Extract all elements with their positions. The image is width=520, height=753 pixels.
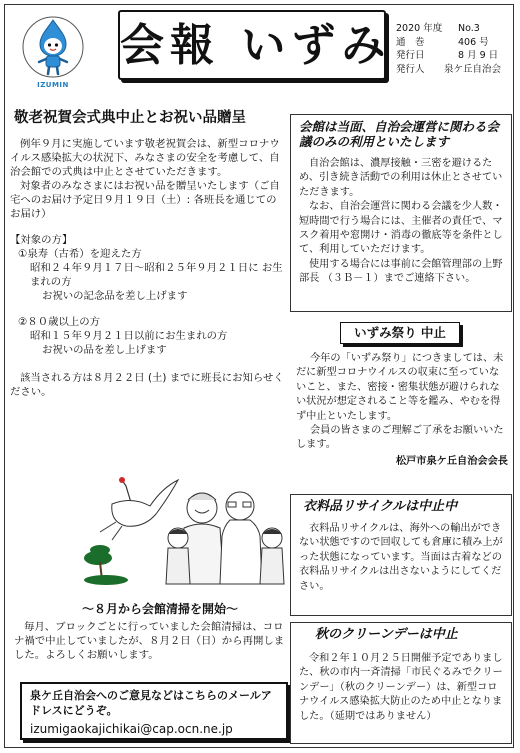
cleaning-para: 毎月、ブロックごとに行っていました会館清掃は、コロナ禍で中止していましたが、８月２日（日）から再開しました。よろしくお願いします。	[14, 621, 285, 661]
volume-label: 通 巻	[396, 36, 425, 48]
keirou-article	[10, 106, 284, 399]
crane-and-family-icon	[82, 476, 288, 588]
matsuri-signature: 松戸市泉ケ丘自治会会長	[395, 455, 508, 467]
mascot-icon	[22, 14, 84, 80]
publisher-label: 発行人	[396, 63, 425, 75]
recycle-box	[290, 494, 512, 616]
issue-number: No.3	[458, 23, 480, 34]
kaikan-box	[290, 114, 512, 312]
target1-gift: お祝いの記念品を差し上げます	[42, 290, 188, 302]
date-label: 発行日	[396, 50, 425, 61]
target2-title: ②８０歳以上の方	[18, 316, 101, 328]
target-heading: 【対象の方】	[10, 234, 73, 246]
keirou-para3: 該当される方は８月２２日 (土) までに班長にお知らせください。	[10, 372, 284, 398]
kaikan-title: 会館は当面、自治会運営に関わる会議のみの利用といたします	[299, 119, 500, 149]
recycle-title: 衣料品リサイクルは中止中	[303, 499, 458, 514]
issue-info	[396, 22, 510, 76]
newsletter-title: 会報 いずみ	[120, 20, 392, 71]
masthead	[118, 10, 392, 80]
issue-date: 8 月 9 日	[458, 50, 499, 61]
contact-box	[20, 682, 288, 740]
target1-title: ①泉寿（古希）を迎えた方	[18, 248, 142, 260]
cleaning-article	[14, 620, 286, 662]
matsuri-article	[290, 318, 512, 488]
cleaning-title: ～８月から会館清掃を開始～	[81, 602, 238, 616]
contact-text: 泉ケ丘自治会へのご意見などはこちらのメールアドレスにどうぞ。	[30, 689, 272, 717]
matsuri-para1: 今年の「いずみ祭り」につきましては、未だに新型コロナウイルスの収束に至っていないこと、また、密接・密集状態が避けられない状況が想定されること等を鑑み、やむを得ず中止といたします。	[296, 353, 504, 422]
celebration-illustration	[82, 476, 288, 588]
kaikan-para3: 使用する場合には事前に会館管理部の上野部長 （３Ｂ－１）までご連絡下さい。	[299, 258, 503, 285]
kaikan-para2: なお、自治会運営に関わる会議を少人数・短時間で行う場合には、主催者の責任で、マスク着用や窓開け・消毒の徹底等を条件として、利用していただけます。	[299, 201, 503, 256]
matsuri-para2: 会員の皆さまのご理解ご了承をお願いいたします。	[296, 425, 504, 451]
matsuri-title: いずみ祭り 中止	[340, 322, 460, 344]
recycle-para: 衣料品リサイクルは、海外への輸出ができない状態ですので回収しても倉庫に積み上がった状態になっています。当面は古着などの衣料品リサイクルは出さないようにしてください。	[299, 523, 503, 592]
contact-email[interactable]: izumigaokajichikai@cap.ocn.ne.jp	[30, 722, 233, 736]
kaikan-para1: 自治会館は、濃厚接触・三密を避けるため、引き続き活動での利用は休止とさせていただきます。	[299, 158, 503, 198]
keirou-title: 敬老祝賀会式典中止とお祝い品贈呈	[14, 110, 246, 126]
izumin-mascot-logo	[22, 14, 84, 94]
target1-period: 昭和２４年９月１７日～昭和２５年９月２１日に お生まれの方	[30, 262, 283, 288]
logo-text: IZUMIN	[37, 81, 69, 89]
publisher: 泉ケ丘自治会	[444, 63, 502, 75]
target2-period: 昭和１５年９月２１日以前にお生まれの方	[30, 330, 228, 342]
matsuri-body	[296, 352, 508, 469]
keirou-para1: 例年９月に実施しています敬老祝賀会は、新型コロナウイルス感染拡大の状況下、みなさまの安全を考慮して、自治会館での式典は中止とさせていただきます。	[10, 138, 280, 178]
cleanday-title: 秋のクリーンデーは中止	[315, 627, 458, 642]
keirou-para2: 対象者のみなさまにはお祝い品を贈呈いたします（ご自宅へのお届け予定日９月１９日（土）: 各班長を通じてのお届け）	[10, 180, 280, 220]
volume-number: 406 号	[458, 36, 489, 48]
cleanday-box	[290, 622, 512, 744]
issue-year: 2020 年度	[396, 23, 443, 34]
target2-gift: お祝いの品を差し上げます	[42, 344, 167, 356]
cleanday-para: 令和２年１０月２５日開催予定でありました、秋の市内一斉清掃「市民ぐるみでクリーンデー」（秋のクリーンデー）は、新型コロナウイルス感染拡大防止のため中止となりました。（延期ではありません）	[299, 653, 503, 722]
